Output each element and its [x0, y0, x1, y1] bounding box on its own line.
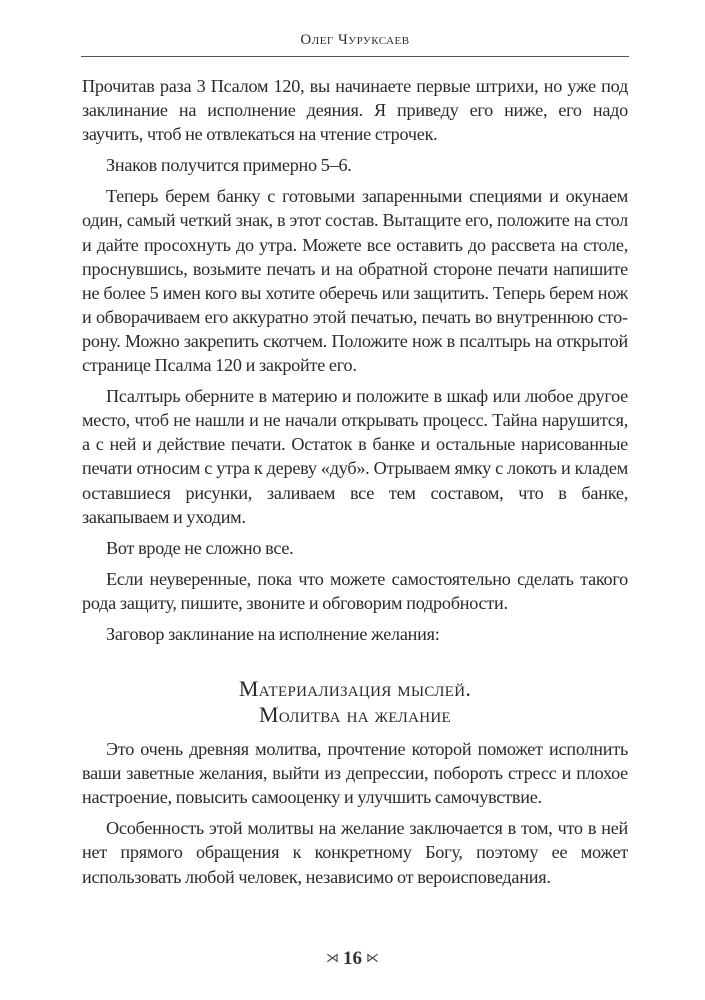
paragraph: Прочитав раза 3 Псалом 120, вы начинаете первые штрихи, но уже под заклинание на исполнение деяния. Я приведу его ниже, его надо заучить, чтоб не отвлекаться на чтение строчек.: [82, 76, 628, 145]
paragraph: Теперь берем банку с готовыми запаренными специями и окунаем один, самый четкий знак, в этот состав. Вытащите его, положите на стол и дайте просохнуть до утра. Можете все оставить до рассвета на столе, проснувшись, возьмите печать и на обратной стороне печати напишите не более 5 имен кого вы хотите оберечь или защитить. Теперь берем нож и обворачиваем его аккуратно этой печатью, печать во внутреннюю сторону. Можно закрепить скотчем. Положите нож в псалтырь на открытой странице Псалма 120 и закройте его.: [82, 186, 628, 376]
paragraph: Вот вроде не сложно все.: [106, 537, 294, 558]
ornament-left-icon: ⋊: [326, 950, 339, 965]
paragraph: Особенность этой молитвы на желание заключается в том, что в ней нет прямого обращения к конкретному Богу, поэтому ее может использовать любой человек, независимо от вероисповедания.: [82, 818, 628, 887]
page-body: [82, 74, 628, 896]
paragraph: Псалтырь оберните в материю и положите в шкаф или любое другое место, чтоб не нашли и не начали открывать процесс. Тайна нарушится, а с ней и действие печати. Остаток в банке и остальные нарисованные печати относим с утра к дереву «дуб». Отрываем ямку с локоть и кладем оставшиеся рисунки, заливаем все тем составом, что в банке, закапываем и уходим.: [82, 386, 628, 527]
running-head-author: Олег Чуруксаев: [300, 32, 410, 48]
page-footer: [0, 948, 705, 970]
paragraph: Заговор заклинание на исполнение желания:: [106, 623, 440, 644]
section-heading-line-2: Молитва на желание: [258, 702, 451, 728]
paragraph: Если неуверенные, пока что можете самостоятельно сделать такого рода защиту, пишите, звоните и обговорим подробности.: [82, 568, 628, 613]
page-number: 16: [343, 948, 362, 969]
paragraph: Это очень древняя молитва, прочтение которой поможет исполнить ваши заветные желания, выйти из депрессии, побороть стресс и плохое настроение, повысить самооценку и улучшить самочувствие.: [82, 739, 628, 808]
header-rule: [81, 56, 629, 57]
section-heading-line-1: Материализация мыслей.: [238, 676, 472, 702]
paragraph: Знаков получится примерно 5–6.: [106, 155, 352, 176]
ornament-right-icon: ⋉: [366, 950, 379, 965]
section-heading: [82, 676, 628, 728]
